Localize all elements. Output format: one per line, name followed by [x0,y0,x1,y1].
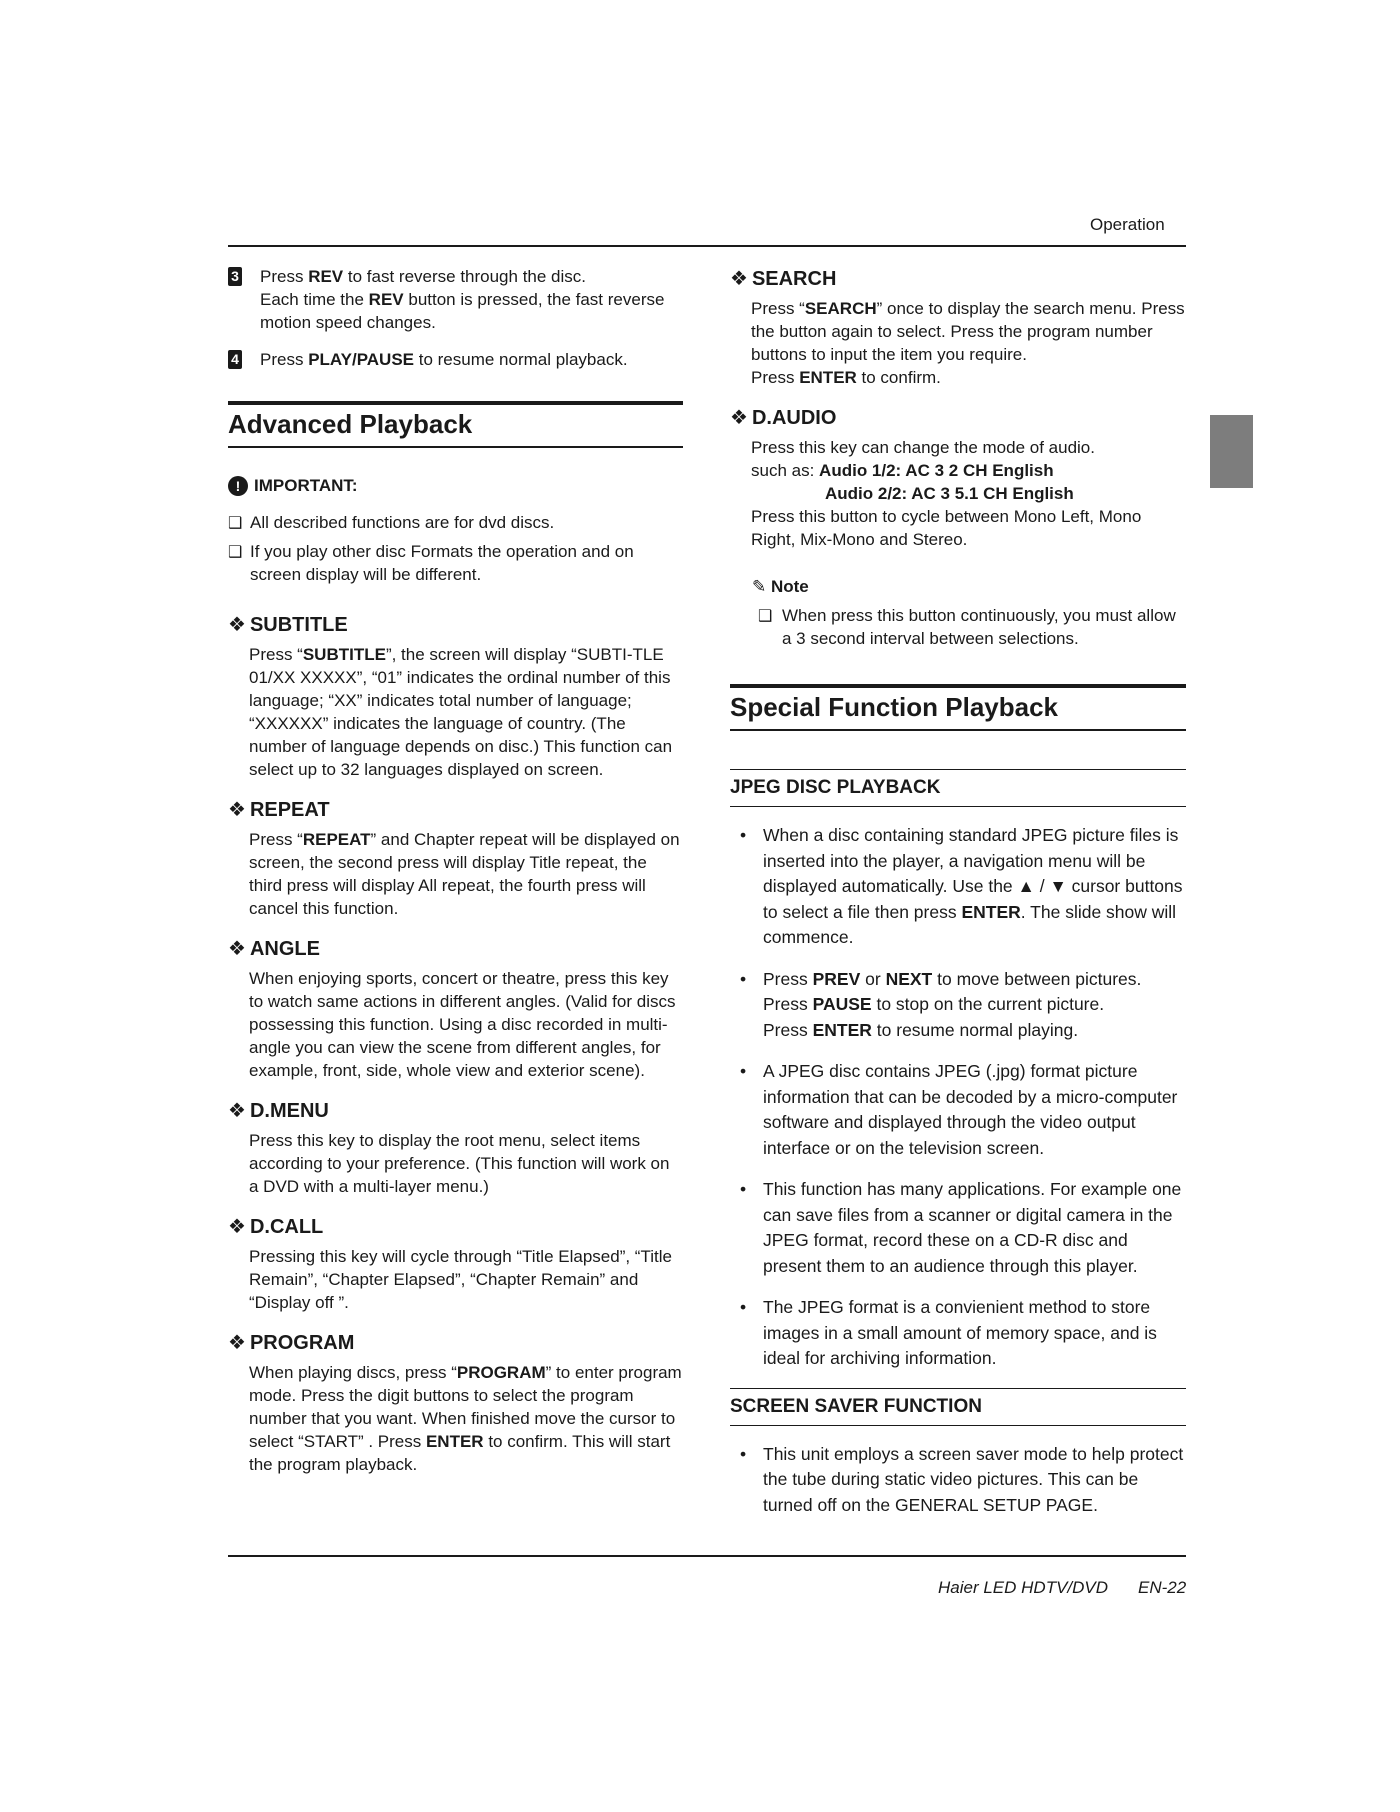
screen-saver-heading: SCREEN SAVER FUNCTION [730,1388,1186,1426]
text: ” once to display the search menu. Press the button again to select. Press the program number buttons to input the item you require. [751,299,1185,364]
text: ” and Chapter repeat will be displayed on screen, the second press will display Title repeat, the third press will display All repeat, the fourth press will cancel this function. [249,830,680,918]
pencil-icon: ✎ [752,577,767,596]
text: When playing discs, press “ [249,1363,457,1382]
feature-daudio [730,407,1186,551]
text: cursor buttons to select a file then press [763,876,1183,922]
text: Press this key can change the mode of audio. [751,438,1095,457]
step-4 [228,348,683,371]
header-rule [228,245,1186,247]
text: to resume normal playback. [414,350,628,369]
screen-saver-bullet: • This unit employs a screen saver mode to help protect the tube during static video pictures. This can be turned off on the GENERAL SETUP PAGE. [730,1442,1186,1519]
important-item [228,511,683,534]
text: to confirm. [856,368,941,387]
important-label [228,474,683,497]
feature-subtitle [228,614,683,781]
diamond-icon: ❖ [228,938,246,960]
feature-dcall [228,1216,683,1314]
advanced-playback-heading: Advanced Playback [228,401,683,448]
side-tab [1210,415,1253,488]
checkbox-icon: ❑ [228,515,243,532]
feature-repeat [228,799,683,920]
text: to stop on the current picture. [871,994,1105,1014]
text: When press this button continuously, you must allow a 3 second interval between selections. [782,606,1176,648]
text: Press “ [249,830,303,849]
step-number: 3 [228,267,242,286]
text: Press [763,994,813,1014]
text: If you play other disc Formats the operation and on screen display will be different. [250,542,634,584]
step-number: 4 [228,350,242,369]
diamond-icon: ❖ [228,799,246,821]
arrow-up-down-icon: ▲ / ▼ [1017,876,1067,896]
text-bold: ENTER [799,368,857,387]
text: to fast reverse through the disc. [343,267,587,286]
diamond-icon: ❖ [228,1332,246,1354]
feature-title: D.CALL [249,1216,324,1238]
text-bold: Audio 1/2: AC 3 2 CH English [819,461,1054,480]
text-bold: NEXT [885,968,933,989]
diamond-icon: ❖ [228,614,246,636]
feature-title: PROGRAM [249,1332,355,1354]
text-bold: PLAY/PAUSE [308,350,414,369]
note-text: Note [770,577,809,596]
text-bold: SEARCH [804,299,877,318]
text: Press [763,1019,813,1040]
jpeg-heading: JPEG DISC PLAYBACK [730,769,1186,807]
feature-angle [228,938,683,1082]
left-column [228,265,683,1476]
diamond-icon: ❖ [730,407,748,429]
note-item [730,604,1186,650]
note-label [752,575,1186,598]
text: to confirm. This will start the program playback. [249,1432,671,1474]
text-bold: SUBTITLE [302,645,386,664]
diamond-icon: ❖ [730,268,748,290]
text-bold: REV [368,290,404,309]
feature-title: SEARCH [751,268,837,290]
text: to resume normal playing. [871,1019,1079,1040]
important-icon: ! [228,476,248,496]
text-bold: PREV [812,968,861,989]
diamond-icon: ❖ [228,1100,246,1122]
jpeg-bullet [730,967,1186,1044]
feature-title: ANGLE [249,938,320,960]
text-bold: Audio 2/2: AC 3 5.1 CH English [825,484,1074,503]
text: Press [763,968,813,989]
jpeg-bullet: • A JPEG disc contains JPEG (.jpg) format picture information that can be decoded by a micro-computer software and displayed through the video output interface or on the television screen. [730,1059,1186,1161]
text: Press [260,267,309,286]
text: to move between pictures. [932,968,1142,989]
feature-title: D.MENU [249,1100,329,1122]
text-bold: ENTER [812,1019,872,1040]
feature-title: REPEAT [249,799,330,821]
text: ” to enter program mode. Press the digit buttons to select the program number that you want. When finished move the cursor to select “START” . Press [249,1363,682,1451]
feature-dmenu [228,1100,683,1198]
feature-title: SUBTITLE [249,614,348,636]
important-item [228,540,683,586]
checkbox-icon: ❑ [228,544,243,561]
text: Press [260,350,309,369]
jpeg-bullet [730,823,1186,951]
text: When a disc containing standard JPEG picture files is inserted into the player, a navigation menu will be displayed automatically. Use the [763,825,1179,896]
special-function-heading: Special Function Playback [730,684,1186,731]
header-section: Operation [1090,215,1165,234]
text: . The slide show will commence. [763,901,1177,947]
text-bold: REV [308,267,344,286]
text: ”, the screen will display “SUBTI-TLE 01/XX XXXXX”, “01” indicates the ordinal number of this language; “XX” indicates total number of language; “XXXXXX” indicates the language of country. (The number of language depends on disc.) This function can select up to 32 languages displayed on screen. [249,645,673,779]
feature-body: When enjoying sports, concert or theatre, press this key to watch same actions in different angles. (Valid for discs possessing this function. Using a disc recorded in multi-angle you can view the scene from different angles, for example, front, side, whole view and exterior scene). [249,969,676,1080]
text: Press this button to cycle between Mono Left, Mono Right, Mix-Mono and Stereo. [751,507,1142,549]
text: Press “ [751,299,805,318]
footer-product: Haier LED HDTV/DVD [938,1578,1109,1597]
diamond-icon: ❖ [228,1216,246,1238]
jpeg-bullet: • This function has many applications. For example one can save files from a scanner or digital camera in the JPEG format, record these on a CD-R disc and present them to an audience through this player. [730,1177,1186,1279]
footer-rule [228,1555,1186,1557]
text-bold: PROGRAM [456,1363,546,1382]
text-bold: PAUSE [812,994,872,1014]
text-bold: ENTER [961,901,1021,922]
step-3 [228,265,683,334]
feature-body: Pressing this key will cycle through “Title Elapsed”, “Title Remain”, “Chapter Elapsed”, “Chapter Remain” and “Display off ”. [249,1247,672,1312]
checkbox-icon: ❑ [758,608,773,625]
text-bold: REPEAT [302,830,371,849]
text-bold: ENTER [425,1432,484,1451]
feature-title: D.AUDIO [751,407,837,429]
text: Each time the [260,290,369,309]
important-text: IMPORTANT: [254,476,358,495]
text: button is pressed, the fast reverse motion speed changes. [260,290,665,332]
footer-page-number: EN-22 [1138,1578,1187,1597]
text: Press [751,368,800,387]
feature-program [228,1332,683,1476]
text: or [860,968,886,989]
text: such as: [751,461,820,480]
feature-search [730,268,1186,389]
jpeg-bullet: • The JPEG format is a convienient method to store images in a small amount of memory space, and is ideal for archiving information. [730,1295,1186,1372]
feature-body: Press this key to display the root menu, select items according to your preference. (This function will work on a DVD with a multi-layer menu.) [249,1131,670,1196]
right-column [730,268,1186,1534]
text: All described functions are for dvd discs. [250,513,555,532]
text: Press “ [249,645,303,664]
